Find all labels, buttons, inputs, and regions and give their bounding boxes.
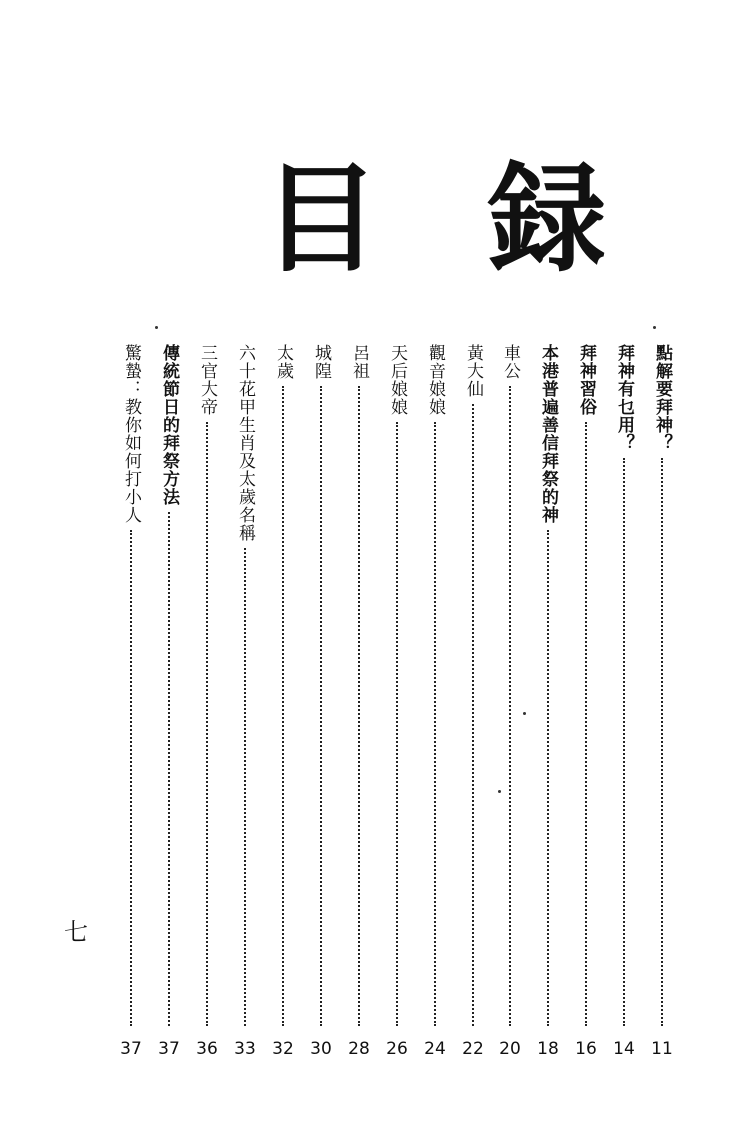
toc-leader-dots xyxy=(168,512,170,1026)
toc-entry-title: 傳統節日的拜祭方法 xyxy=(159,344,179,506)
toc-entry-title: 城隍 xyxy=(311,344,331,380)
print-speck xyxy=(523,712,526,715)
toc-entry-title: 天后娘娘 xyxy=(387,344,407,416)
toc-entry xyxy=(347,344,371,1060)
print-speck xyxy=(498,790,501,793)
toc-entry-page-number: 22 xyxy=(462,1039,484,1059)
toc-entry xyxy=(385,344,409,1060)
toc-leader-dots xyxy=(661,458,663,1026)
toc-leader-dots xyxy=(358,386,360,1026)
toc-entry xyxy=(195,344,219,1060)
toc-entry xyxy=(423,344,447,1060)
toc-entry xyxy=(461,344,485,1060)
toc-entry-page-number: 26 xyxy=(386,1039,408,1059)
toc-leader-dots xyxy=(472,404,474,1026)
toc-entry-title: 車公 xyxy=(500,344,520,380)
toc-entry-title: 驚蟄：教你如何打小人 xyxy=(121,344,141,524)
toc-leader-dots xyxy=(396,422,398,1026)
toc-entry-page-number: 18 xyxy=(537,1039,559,1059)
toc-leader-dots xyxy=(320,386,322,1026)
toc-entry xyxy=(650,344,674,1060)
toc-entry-page-number: 30 xyxy=(310,1039,332,1059)
print-speck xyxy=(653,326,656,329)
toc-entry xyxy=(574,344,598,1060)
toc-entry-page-number: 33 xyxy=(234,1039,256,1059)
page-number-folio: 七 xyxy=(64,918,88,946)
toc-entry-title: 拜神習俗 xyxy=(576,344,596,416)
toc-leader-dots xyxy=(244,548,246,1026)
toc-entry xyxy=(271,344,295,1060)
toc-entry xyxy=(233,344,257,1060)
toc-entry-page-number: 28 xyxy=(348,1039,370,1059)
toc-entry-page-number: 24 xyxy=(424,1039,446,1059)
toc-entry-page-number: 36 xyxy=(196,1039,218,1059)
page-title-char-1: 目 xyxy=(262,150,381,288)
toc-entry-title: 本港普遍善信拜祭的神 xyxy=(538,344,558,524)
toc-entry-page-number: 11 xyxy=(651,1039,673,1059)
toc-entry-title: 黃大仙 xyxy=(463,344,483,398)
toc-entry-title: 點解要拜神？ xyxy=(652,344,672,452)
toc-entry-page-number: 32 xyxy=(272,1039,294,1059)
toc-leader-dots xyxy=(282,386,284,1026)
print-speck xyxy=(155,326,158,329)
toc-leader-dots xyxy=(206,422,208,1026)
toc-leader-dots xyxy=(623,458,625,1026)
page-title-char-2: 録 xyxy=(488,150,607,288)
toc-entry xyxy=(119,344,143,1060)
toc-entry xyxy=(157,344,181,1060)
toc-entry-page-number: 37 xyxy=(120,1039,142,1059)
toc-leader-dots xyxy=(585,422,587,1026)
toc-entry-page-number: 16 xyxy=(575,1039,597,1059)
toc-entry-title: 拜神有乜用？ xyxy=(614,344,634,452)
toc-leader-dots xyxy=(509,386,511,1026)
toc-entry xyxy=(498,344,522,1060)
toc-entry-page-number: 20 xyxy=(499,1039,521,1059)
toc-entry-title: 觀音娘娘 xyxy=(425,344,445,416)
toc-leader-dots xyxy=(434,422,436,1026)
toc-entry xyxy=(612,344,636,1060)
toc-leader-dots xyxy=(547,530,549,1026)
toc-entry-title: 太歲 xyxy=(273,344,293,380)
toc-leader-dots xyxy=(130,530,132,1026)
toc-entry xyxy=(536,344,560,1060)
toc-entry-title: 呂祖 xyxy=(349,344,369,380)
toc-entry-title: 六十花甲生肖及太歲名稱 xyxy=(235,344,255,542)
toc-entry-page-number: 14 xyxy=(613,1039,635,1059)
toc-entry xyxy=(309,344,333,1060)
toc-entry-page-number: 37 xyxy=(158,1039,180,1059)
toc-entry-title: 三官大帝 xyxy=(197,344,217,416)
